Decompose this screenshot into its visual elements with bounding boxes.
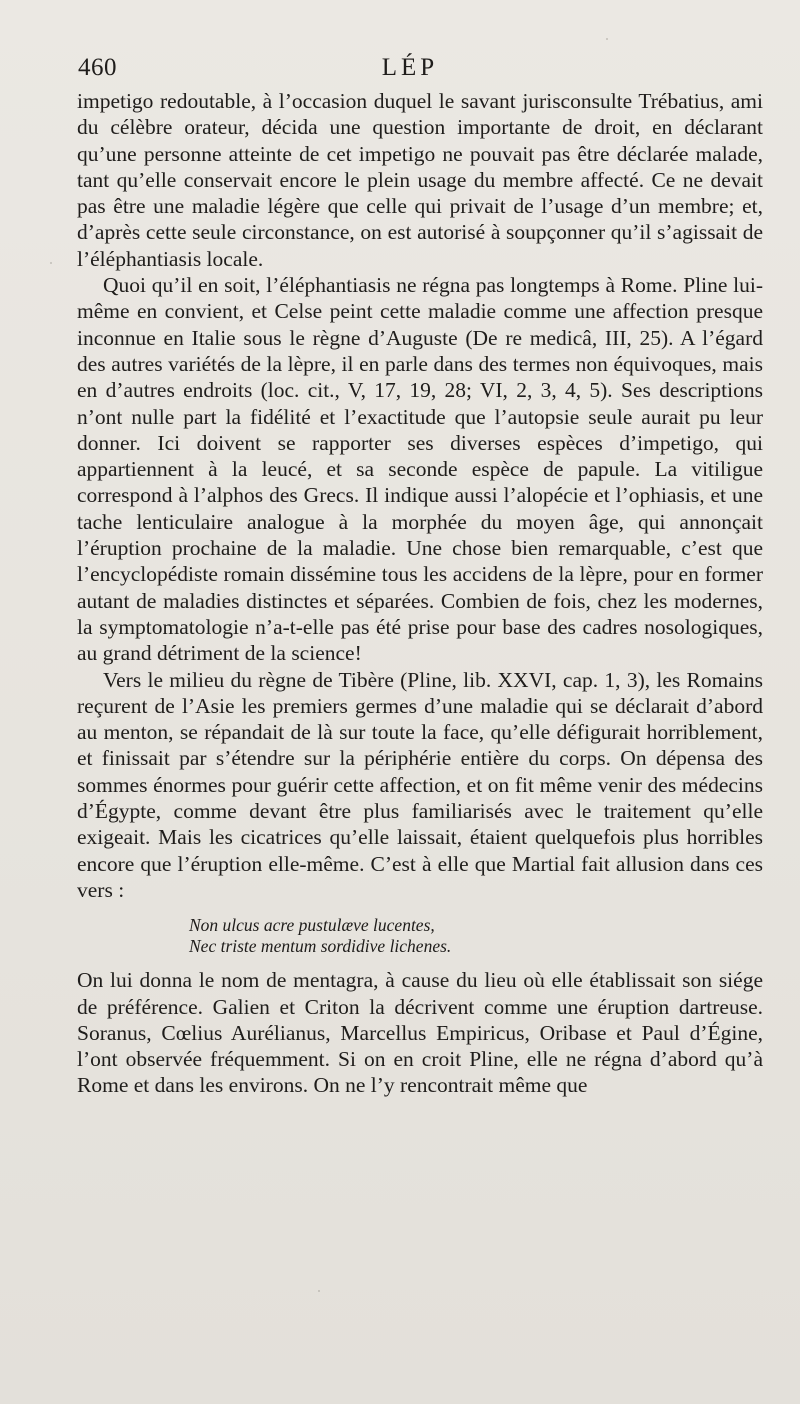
verse-quotation <box>189 915 763 957</box>
running-head: LÉP <box>381 54 439 81</box>
verse-line-2: Nec triste mentum sordidive lichenes. <box>189 936 452 957</box>
paragraph-continued: impetigo redoutable, à l’occasion duquel le savant jurisconsulte Trébatius, ami du célèbre orateur, décida une question importante de droit, en déclarant qu’une personne atteinte de cet impetigo ne pouvait pas être déclarée malade, tant qu’elle conservait encore le plein usage du membre affecté. Ce ne devait pas être une maladie légère que celle qui privait de l’usage d’un membre; et, d’après cette seule circonstance, on est autorisé à soupçonner qu’il s’agissait de l’éléphantiasis locale. <box>77 89 763 271</box>
paper-speck <box>50 262 52 264</box>
paper-speck <box>318 1290 320 1292</box>
page-header <box>78 54 742 86</box>
paragraph-tibere: Vers le milieu du règne de Tibère (Pline, lib. XXVI, cap. 1, 3), les Romains reçurent de l’Asie les premiers germes d’une maladie qui se déclarait d’abord au menton, se répandait de là sur toute la face, qu’elle défigurait horriblement, et finissait par s’étendre sur la périphérie entière du corps. On dépensa des sommes énormes pour guérir cette affection, et on fit même venir des médecins d’Égypte, comme devant être plus familiarisés avec le traitement qu’elle exigeait. Mais les cicatrices qu’elle laissait, étaient quelquefois plus horribles encore que l’éruption elle-même. C’est à elle que Martial fait allusion dans ces vers : <box>77 667 763 902</box>
paper-speck <box>606 38 608 40</box>
paragraph-mentagra: On lui donna le nom de mentagra, à cause du lieu où elle établissait son siége de préférence. Galien et Criton la décrivent comme une éruption dartreuse. Soranus, Cœlius Aurélianus, Marcellus Empiricus, Oribase et Paul d’Égine, l’ont observée fréquemment. Si on en croit Pline, elle ne régna d’abord qu’à Rome et dans les environs. On ne l’y rencontrait même que <box>77 968 763 1098</box>
paragraph-celse: Quoi qu’il en soit, l’éléphantiasis ne régna pas longtemps à Rome. Pline lui-même en convient, et Celse peint cette maladie comme une affection presque inconnue en Italie sous le règne d’Auguste (De re medicâ, III, 25). A l’égard des autres variétés de la lèpre, il en parle dans des termes non équivoques, mais en d’autres endroits (loc. cit., V, 17, 19, 28; VI, 2, 3, 4, 5). Ses descriptions n’ont nulle part la fidélité et l’exactitude que l’autopsie seule aurait pu leur donner. Ici doivent se rapporter ses diverses espèces d’impetigo, qui appartiennent à la leucé, et sa seconde espèce de papule. La vitiligue correspond à l’alphos des Grecs. Il indique aussi l’alopécie et l’ophiasis, et une tache lenticulaire analogue à la morphée du moyen âge, qui annonçait l’éruption prochaine de la maladie. Une chose bien remarquable, c’est que l’encyclopédiste romain dissémine tous les accidens de la lèpre, pour en former autant de maladies distinctes et séparées. Combien de fois, chez les modernes, la symptomatologie n’a-t-elle pas été prise pour base des cadres nosologiques, au grand détriment de la science! <box>77 273 763 666</box>
verse-line-1: Non ulcus acre pustulæve lucentes, <box>189 915 435 936</box>
page-number: 460 <box>78 54 117 81</box>
body-text <box>77 88 763 1099</box>
